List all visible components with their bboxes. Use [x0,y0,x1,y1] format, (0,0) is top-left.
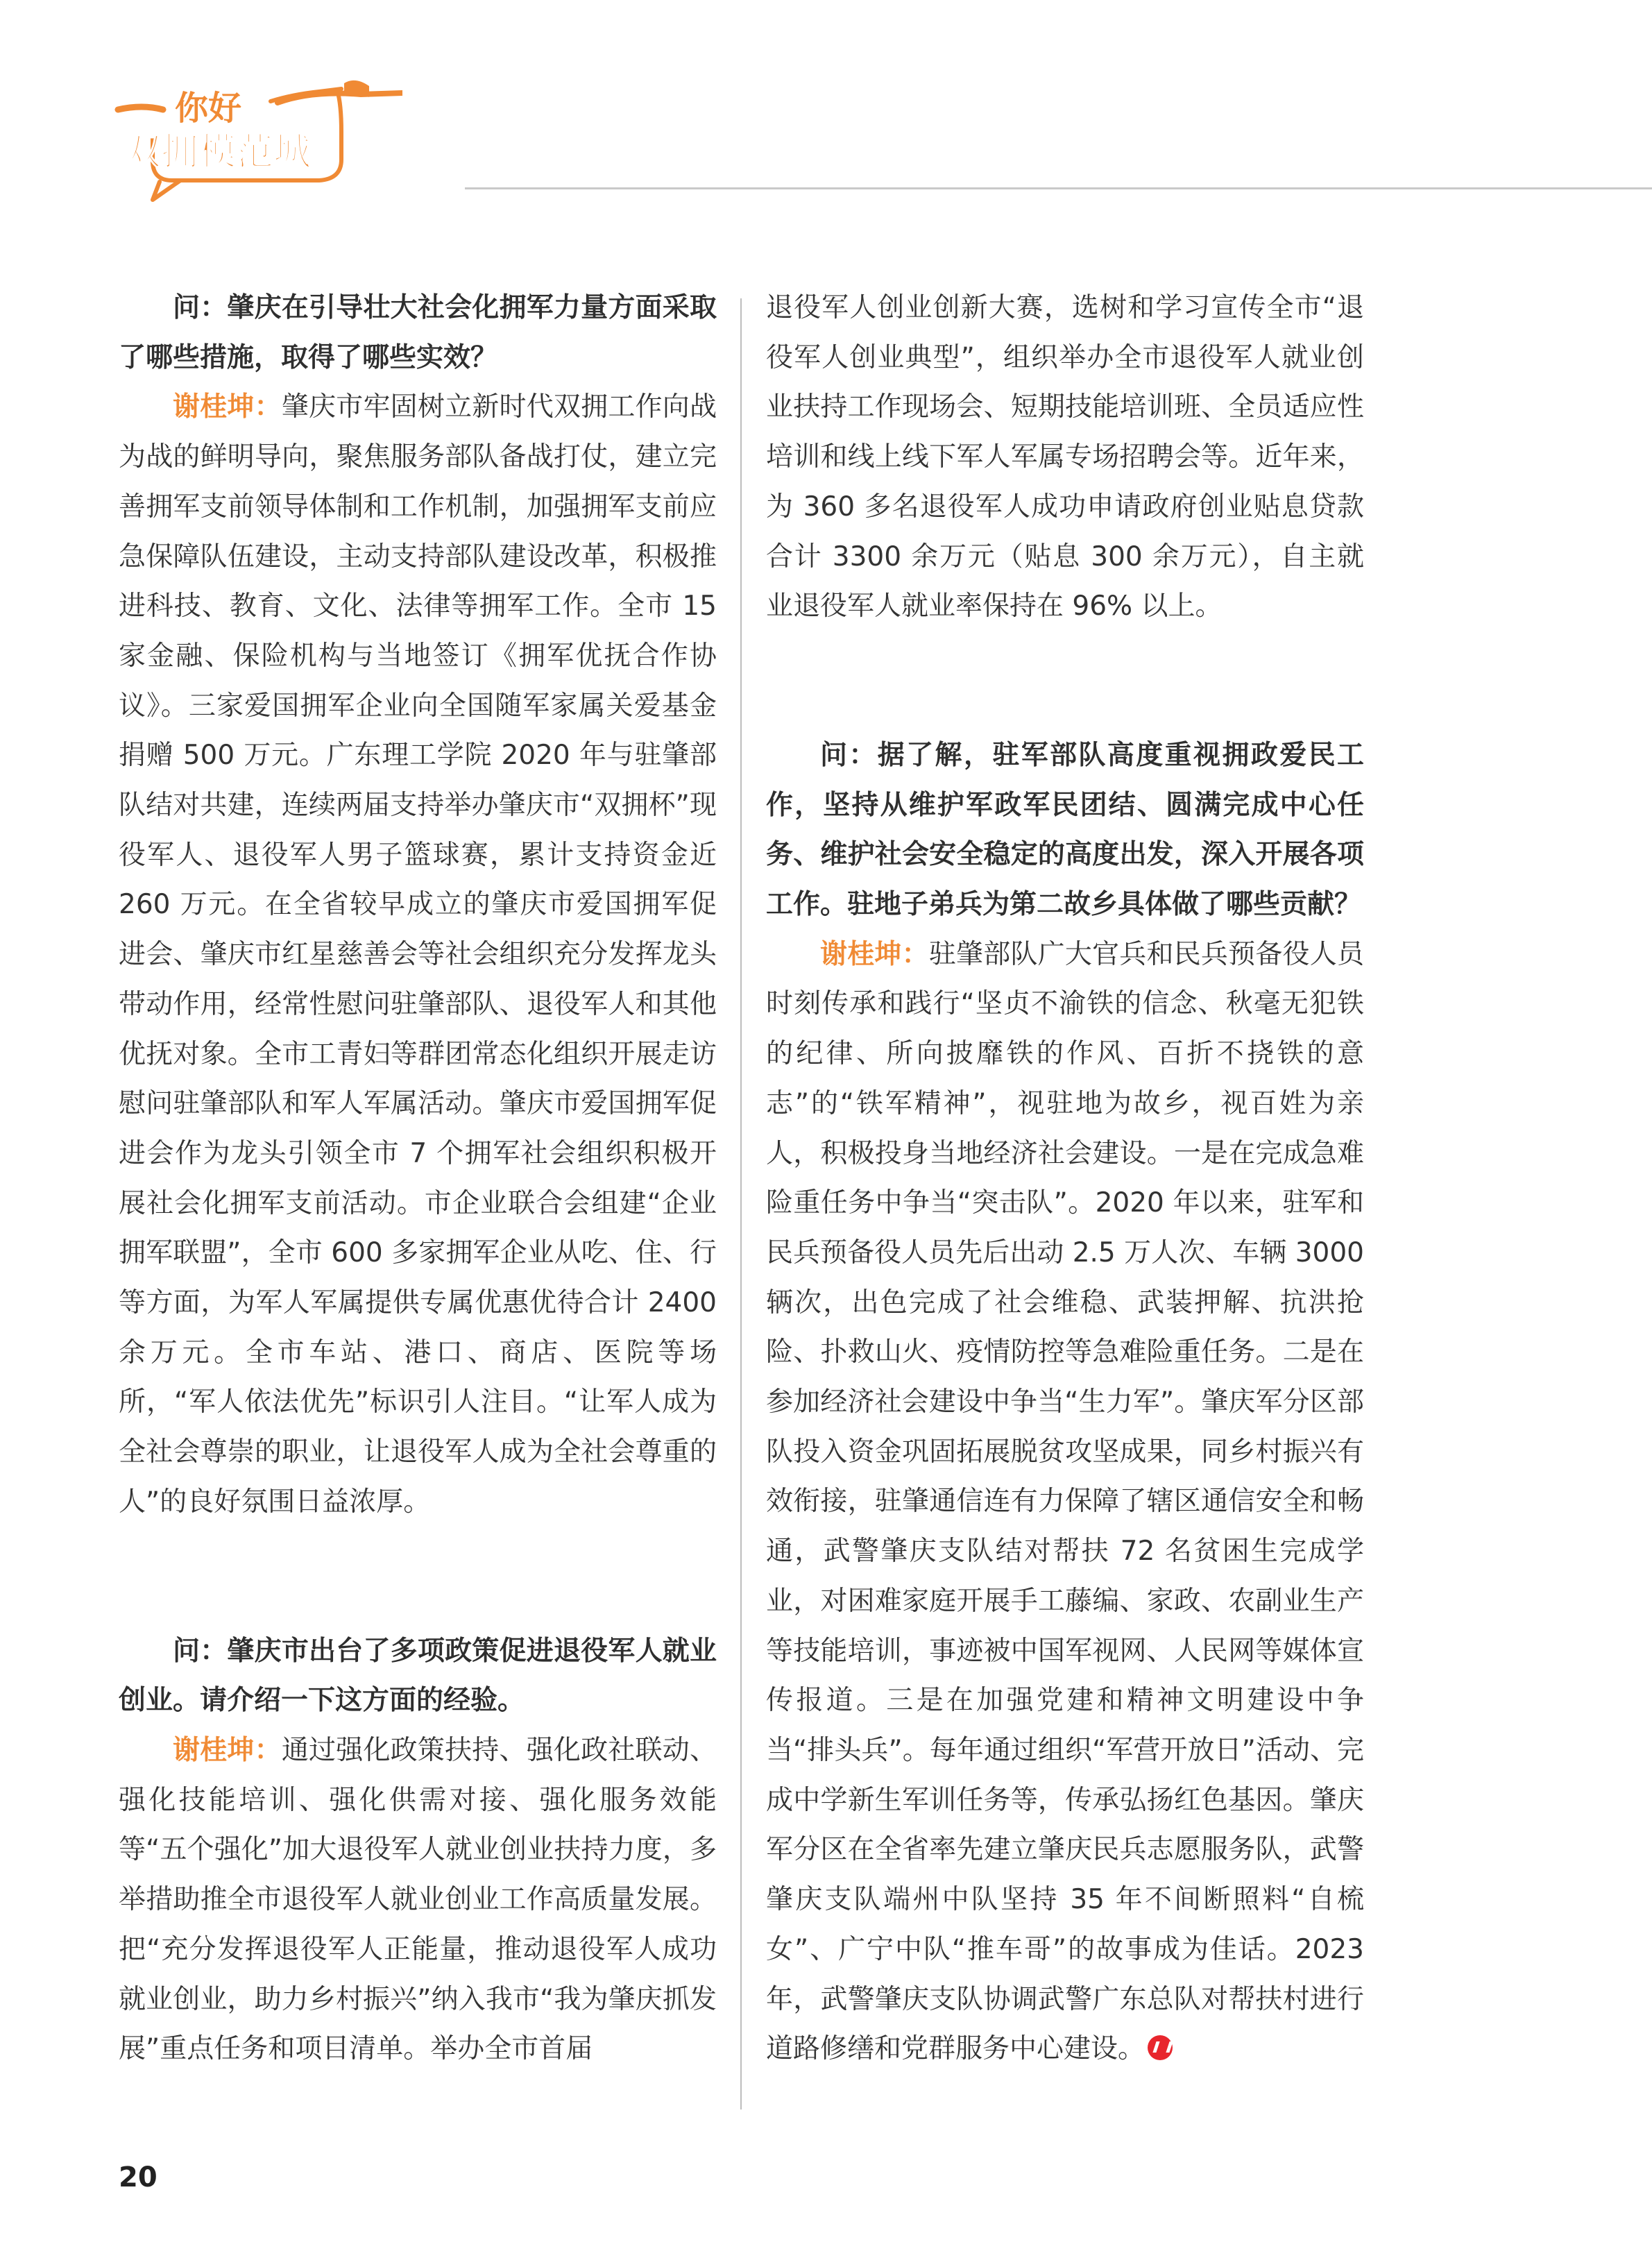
page-number: 20 [119,2162,157,2193]
answer-3 [766,930,1364,2074]
question-3: 问：据了解，驻军部队高度重视拥政爱民工作，坚持从维护军政军民团结、圆满完成中心任务、维护社会安全稳定的高度出发，深入开展各项工作。驻地子弟兵为第二故乡具体做了哪些贡献？ [766,739,1364,921]
header-rule [465,187,1652,189]
question-2: 问：肇庆市出台了多项政策促进退役军人就业创业。请介绍一下这方面的经验。 [119,1635,717,1717]
answer-2-continued: 退役军人创业创新大赛，选树和学习宣传全市“退役军人创业典型”，组织举办全市退役军人就业创业扶持工作现场会、短期技能培训班、全员适应性培训和线上线下军人军属专场招聘会等。近年来，为 360 多名退役军人成功申请政府创业贴息贷款合计 3300 余万元（贴息 300 余万元），自主就业退役军人就业率保持在 96% 以上。 [766,292,1364,622]
logo-line1: 你好 [175,89,242,128]
answer-2 [119,1726,717,2074]
section-gap [766,631,1364,731]
left-column [119,283,717,2074]
speaker-label: 谢桂坤： [820,938,929,970]
answer-1 [119,382,717,1527]
speaker-label: 谢桂坤： [173,1734,282,1766]
right-column [766,283,1364,2074]
logo-swoosh-left [118,107,163,110]
end-mark-icon [1148,2035,1173,2060]
answer-2-text: 通过强化政策扶持、强化政社联动、强化技能培训、强化供需对接、强化服务效能等“五个强化”加大退役军人就业创业扶持力度，多举措助推全市退役军人就业创业工作高质量发展。把“充分发挥退役军人正能量，推动退役军人成功就业创业，助力乡村振兴”纳入我市“我为肇庆抓发展”重点任务和项目清单。举办全市首届 [119,1734,717,2065]
header-logo [111,69,402,208]
logo-line2: 双拥模范城 [124,130,311,173]
section-gap [119,1527,717,1627]
question-1: 问：肇庆在引导壮大社会化拥军力量方面采取了哪些措施，取得了哪些实效？ [119,292,717,373]
answer-3-text: 驻肇部队广大官兵和民兵预备役人员时刻传承和践行“坚贞不渝铁的信念、秋毫无犯铁的纪律、所向披靡铁的作风、百折不挠铁的意志”的“铁军精神”，视驻地为故乡，视百姓为亲人，积极投身当地经济社会建设。一是在完成急难险重任务中争当“突击队”。2020 年以来，驻军和民兵预备役人员先后出动 2.5 万人次、车辆 3000 辆次，出色完成了社会维稳、武装押解、抗洪抢险、扑救山火、疫情防控等急难险重任务。二是在参加经济社会建设中争当“生力军”。肇庆军分区部队投入资金巩固拓展脱贫攻坚成果，同乡村振兴有效衔接，驻肇通信连有力保障了辖区通信安全和畅通，武警肇庆支队结对帮扶 72 名贫困生完成学业，对困难家庭开展手工藤编、家政、农副业生产等技能培训，事迹被中国军视网、人民网等媒体宣传报道。三是在加强党建和精神文明建设中争当“排头兵”。每年通过组织“军营开放日”活动、完成中学新生军训任务等，传承弘扬红色基因。肇庆军分区在全省率先建立肇庆民兵志愿服务队，武警肇庆支队端州中队坚持 35 年不间断照料“自梳女”、广宁中队“推车哥”的故事成为佳话。2023 年，武警肇庆支队协调武警广东总队对帮扶村进行道路修缮和党群服务中心建设。 [766,938,1364,2065]
answer-1-text: 肇庆市牢固树立新时代双拥工作向战为战的鲜明导向，聚焦服务部队备战打仗，建立完善拥军支前领导体制和工作机制，加强拥军支前应急保障队伍建设，主动支持部队建设改革，积极推进科技、教育、文化、法律等拥军工作。全市 15 家金融、保险机构与当地签订《拥军优抚合作协议》。三家爱国拥军企业向全国随军家属关爱基金捐赠 500 万元。广东理工学院 2020 年与驻肇部队结对共建，连续两届支持举办肇庆市“双拥杯”现役军人、退役军人男子篮球赛，累计支持资金近 260 万元。在全省较早成立的肇庆市爱国拥军促进会、肇庆市红星慈善会等社会组织充分发挥龙头带动作用，经常性慰问驻肇部队、退役军人和其他优抚对象。全市工青妇等群团常态化组织开展走访慰问驻肇部队和军人军属活动。肇庆市爱国拥军促进会作为龙头引领全市 7 个拥军社会组织积极开展社会化拥军支前活动。市企业联合会组建“企业拥军联盟”，全市 600 多家拥军企业从吃、住、行等方面，为军人军属提供专属优惠优待合计 2400 余万元。全市车站、港口、商店、医院等场所，“军人依法优先”标识引人注目。“让军人成为全社会尊崇的职业，让退役军人成为全社会尊重的人”的良好氛围日益浓厚。 [119,391,717,1518]
speaker-label: 谢桂坤： [173,391,282,423]
column-divider [740,298,742,2109]
